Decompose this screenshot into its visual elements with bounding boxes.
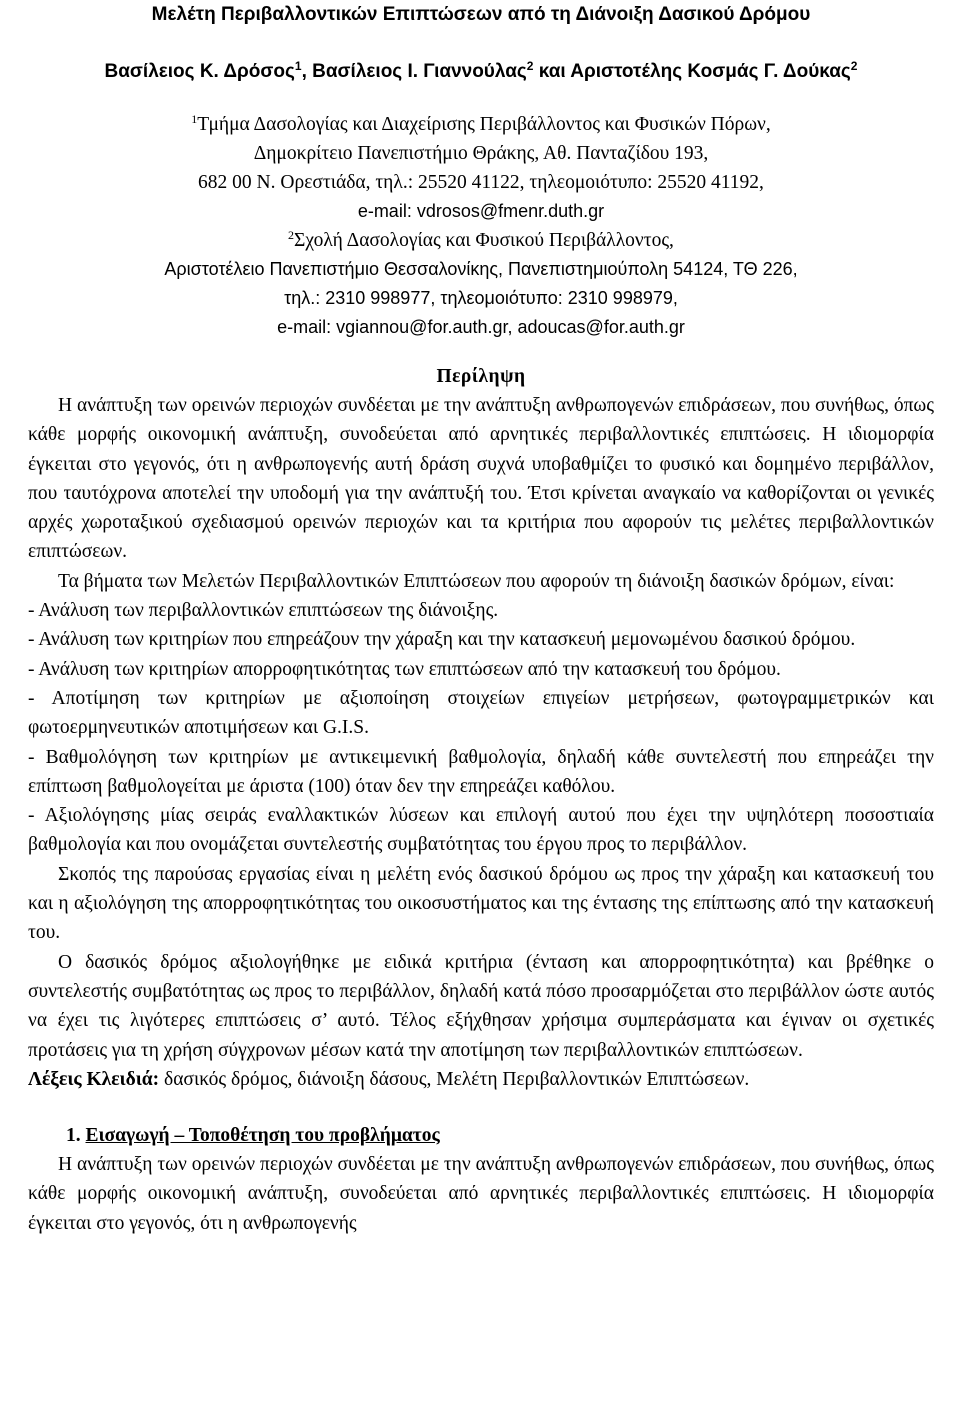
- affiliation-1-line-3: 682 00 Ν. Ορεστιάδα, τηλ.: 25520 41122, τηλεομοιότυπο: 25520 41192,: [198, 172, 764, 193]
- section-1-title: Εισαγωγή – Τοποθέτηση του προβλήματος: [85, 1125, 440, 1147]
- affiliation-1-line-2: Δημοκρίτειο Πανεπιστήμιο Θράκης, Αθ. Πανταζίδου 193,: [253, 143, 709, 164]
- author-1-sup: 1: [294, 59, 302, 73]
- abstract-list-item: - Ανάλυση των περιβαλλοντικών επιπτώσεων της διάνοιξης.: [28, 600, 499, 622]
- abstract-paragraph-3: Σκοπός της παρούσας εργασίας είναι η μελέτη ενός δασικού δρόμου ως προς την χάραξη και κατασκευή του και η αξιολόγηση της απορροφητικότητας του οικοσυστήματος και της έντασης της επίπτωσης από την κατασκευή του.: [28, 863, 934, 944]
- affiliation-1-line-1: [28, 110, 934, 139]
- affiliation-block: [28, 110, 934, 342]
- affiliation-1-text: Τμήμα Δασολογίας και Διαχείρισης Περιβάλλοντος και Φυσικών Πόρων,: [197, 114, 771, 135]
- keywords-label: Λέξεις Κλειδιά:: [28, 1068, 160, 1090]
- affiliation-1-email: e-mail: vdrosos@fmenr.duth.gr: [357, 201, 605, 221]
- abstract-heading: Περίληψη: [436, 366, 526, 387]
- abstract-list-item: - Βαθμολόγηση των κριτηρίων με αντικειμενική βαθμολογία, δηλαδή κάθε συντελεστή που επηρεάζει την επίπτωση βαθμολογείται με άριστα (100) όταν δεν την επηρεάζει καθόλου.: [28, 746, 934, 797]
- affiliation-1-sup: 1: [191, 112, 198, 126]
- section-1-number: 1.: [66, 1125, 86, 1147]
- author-separator: και: [533, 61, 571, 82]
- author-3-sup: 2: [850, 59, 858, 73]
- author-2-sup: 2: [526, 59, 534, 73]
- author-separator: ,: [301, 61, 313, 82]
- affiliation-2-email: e-mail: vgiannou@for.auth.gr, adoucas@for.auth.gr: [277, 317, 685, 337]
- affiliation-2-line-2: Αριστοτέλειο Πανεπιστήμιο Θεσσαλονίκης, Πανεπιστημιούπολη 54124, ΤΘ 226,: [164, 259, 798, 279]
- affiliation-2-text: Σχολή Δασολογίας και Φυσικού Περιβάλλοντος,: [294, 230, 674, 251]
- abstract-list-item: - Αποτίμηση των κριτηρίων με αξιοποίηση στοιχείων επιγείων μετρήσεων, φωτογραμμετρικών και φωτοερμηνευτικών αποτιμήσεων και G.I.S.: [28, 687, 934, 739]
- abstract-paragraph-1: Η ανάπτυξη των ορεινών περιοχών συνδέεται με την ανάπτυξη ανθρωπογενών επιδράσεων, που συνήθως, όπως κάθε μορφής οικονομική ανάπτυξη, συνοδεύεται από αρνητικές περιβαλλοντικές επιπτώσεις. Η ιδιομορφία έγκειται στο γεγονός, ότι η ανθρωπογενής αυτή δράση συχνά υποβαθμίζει το φυσικό και δομημένο περιβάλλον, που ταυτόχρονα αποτελεί την υποδομή για την ανάπτυξή του. Έτσι κρίνεται αναγκαίο να καθορίζονται οι γενικές αρχές χωροταξικού σχεδιασμού ορεινών περιοχών και τα κριτήρια που αφορούν τις μελέτες περιβαλλοντικών επιπτώσεων.: [28, 395, 934, 563]
- abstract-list-item: - Ανάλυση των κριτηρίων που επηρεάζουν την χάραξη και την κατασκευή μεμονωμένου δασικού δρόμου.: [28, 629, 856, 651]
- section-1-heading: [28, 1121, 934, 1150]
- abstract-paragraph-2: Τα βήματα των Μελετών Περιβαλλοντικών Επιπτώσεων που αφορούν τη διάνοιξη δασικών δρόμων, είναι:: [58, 570, 895, 592]
- keywords-line: [28, 1065, 934, 1094]
- keywords-text: δασικός δρόμος, διάνοιξη δάσους, Μελέτη Περιβαλλοντικών Επιπτώσεων.: [159, 1068, 750, 1090]
- section-1-paragraph-1: Η ανάπτυξη των ορεινών περιοχών συνδέεται με την ανάπτυξη ανθρωπογενών επιδράσεων, που συνήθως, όπως κάθε μορφής οικονομική ανάπτυξη, συνοδεύεται από αρνητικές περιβαλλοντικές επιπτώσεις. Η ιδιομορφία έγκειται στο γεγονός, ότι η ανθρωπογενής: [28, 1154, 934, 1234]
- author-line: [28, 58, 934, 86]
- affiliation-2-line-3: τηλ.: 2310 998977, τηλεομοιότυπο: 2310 998979,: [284, 288, 678, 308]
- affiliation-2-line-1: [28, 226, 934, 255]
- abstract-paragraph-4: Ο δασικός δρόμος αξιολογήθηκε με ειδικά κριτήρια (ένταση και απορροφητικότητα) και βρέθηκε ο συντελεστής συμβατότητας ως προς το περιβάλλον, δηλαδή κατά πόσο προσαρμόζεται στο περιβάλλον ώστε αυτός να έχει τις λιγότερες επιπτώσεις σ’ αυτό. Τέλος εξήχθησαν χρήσιμα συμπεράσματα και έγιναν οι σχετικές προτάσεις για τη χρήση σύγχρονων μέσων κατά την αποτίμηση των περιβαλλοντικών επιπτώσεων.: [28, 951, 934, 1061]
- abstract-list-item: - Αξιολόγησης μίας σειράς εναλλακτικών λύσεων και επιλογή αυτού που έχει την υψηλότερη ποσοστιαία βαθμολογία και που ονομάζεται συντελεστής συμβατότητας του έργου προς το περιβάλλον.: [28, 805, 934, 856]
- abstract-list-item: - Ανάλυση των κριτηρίων απορροφητικότητας των επιπτώσεων από την κατασκευή του δρόμου.: [28, 658, 781, 680]
- affiliation-2-sup: 2: [288, 228, 295, 242]
- author-3: Αριστοτέλης Κοσμάς Γ. Δούκας: [570, 61, 851, 82]
- author-2: Βασίλειος Ι. Γιαννούλας: [312, 61, 527, 82]
- author-1: Βασίλειος Κ. Δρόσος: [104, 61, 295, 82]
- paper-title: Μελέτη Περιβαλλοντικών Επιπτώσεων από τη Διάνοιξη Δασικού Δρόμου: [151, 4, 811, 25]
